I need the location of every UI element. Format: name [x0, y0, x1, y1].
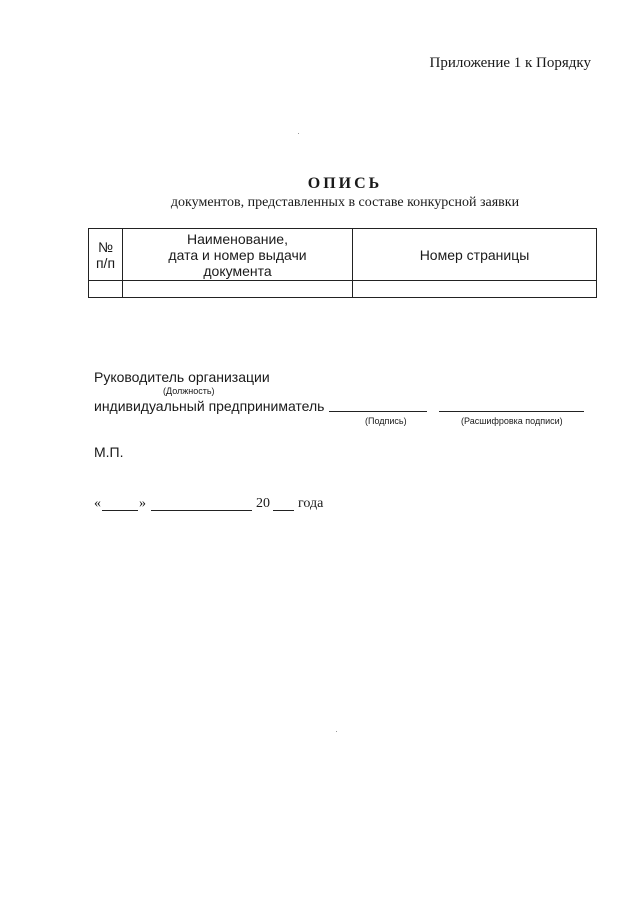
header-name-line3: документа — [203, 262, 272, 279]
header-name — [123, 229, 353, 281]
decoding-line — [439, 411, 584, 412]
header-number-line2: п/п — [95, 254, 116, 271]
table-header-row — [89, 229, 597, 281]
date-year-suffix: года — [298, 496, 324, 511]
cell-name — [123, 281, 353, 298]
date-year-line — [273, 510, 294, 511]
document-title: ОПИСЬ — [307, 175, 383, 192]
signature-line — [329, 411, 427, 412]
position-caption: (Должность) — [163, 386, 215, 396]
date-month-line — [151, 510, 252, 511]
decoding-caption: (Расшифровка подписи) — [461, 416, 563, 426]
cell-number — [89, 281, 123, 298]
date-year-prefix: 20 — [256, 496, 270, 511]
header-number — [89, 229, 123, 281]
cell-page — [353, 281, 597, 298]
header-name-line2: дата и номер выдачи — [168, 246, 307, 263]
documents-table — [88, 228, 597, 298]
scan-speck — [298, 133, 299, 134]
scan-speck — [336, 731, 337, 732]
stamp-label: М.П. — [94, 444, 124, 460]
appendix-note: Приложение 1 к Порядку — [429, 55, 591, 71]
signature-caption: (Подпись) — [365, 416, 407, 426]
date-day-line — [102, 510, 138, 511]
header-page: Номер страницы — [353, 229, 597, 281]
header-number-line1: № — [97, 238, 114, 255]
header-name-line1: Наименование, — [187, 230, 288, 247]
date-open-quote: « — [94, 496, 101, 511]
head-of-organization-label: Руководитель организации — [94, 369, 270, 385]
entrepreneur-label: индивидуальный предприниматель — [94, 398, 325, 414]
document-subtitle: документов, представленных в составе конкурсной заявки — [170, 195, 520, 210]
date-close-quote: » — [139, 496, 146, 511]
table-row — [89, 281, 597, 298]
